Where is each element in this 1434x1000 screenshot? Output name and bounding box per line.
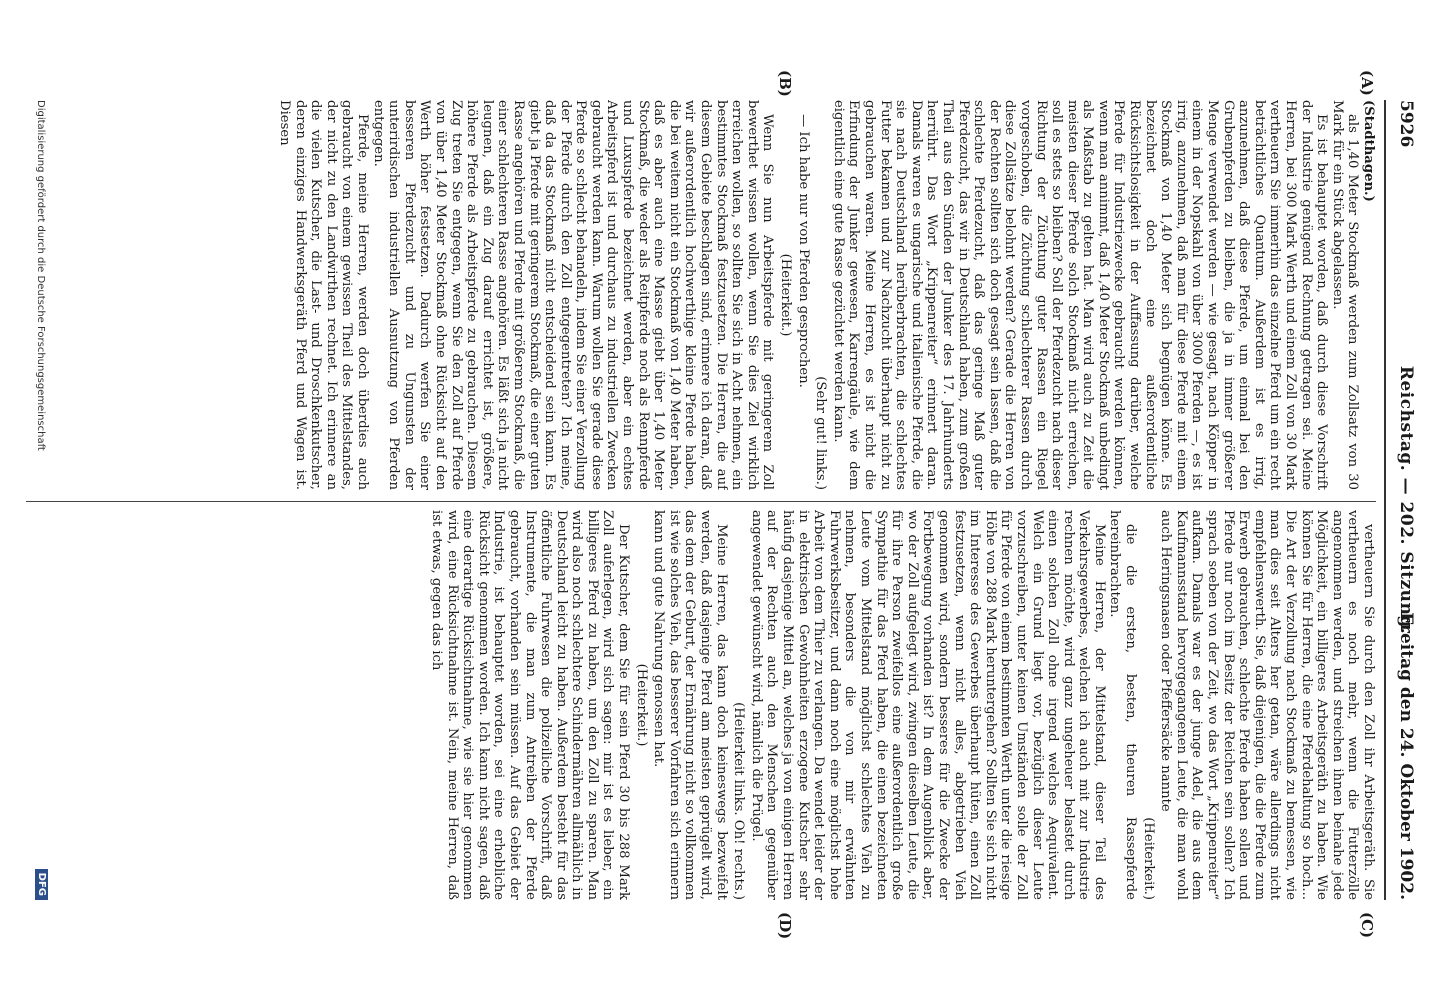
right-column: [16, 510, 1376, 900]
paragraph: — Ich habe nur von Pferden gesprochen.: [795, 114, 811, 388]
paragraph: als 1,40 Meter Stockmaß werden zum Zollsatz von 30 Mark für ein Stück abgelassen.: [1329, 100, 1361, 490]
margin-letter-d: (D): [776, 912, 794, 940]
column-divider: [26, 501, 1376, 502]
speaker-name: (Stadthagen.): [1361, 100, 1376, 202]
stage-direction: (Heiterkeit links. Oh! rechts.): [731, 702, 747, 900]
running-head: [1390, 100, 1416, 900]
dfg-logo: DFG: [35, 869, 48, 900]
margin-letter-a: (A): [1358, 70, 1376, 96]
paragraph: Wenn Sie nun Arbeitspferde mit geringerem Zoll bewerthet wissen wollen, wenn Sie dies Ziel wirklich erreichen wollen, so sollten Sie sich in Acht nehmen, ein bestimmtes Stockmaß festzusetzen. Die Herren, die auf diesem Gebiete beschlagen sind, erinnere ich daran, daß wir außerordentlich hochwerthige kleine Pferde haben, die bei weitem nicht ein Stockmaß von 1,40 Meter haben, daß es aber auch eine Masse giebt über 1,40 Meter Stockmaß, die weder als Reitpferde noch als Rennpferde und Luxuspferde bezeichnet werden, aber ein echtes Arbeitspferd ist und durchaus zu industriellen Zwecken gebraucht werden kann. Warum wollen Sie gerade diese Pferde so schlecht behandeln, indem Sie einer Verzollung der Pferde durch den Zoll entgegentreten? Ich meine, daß da das Stockmaß nicht entscheidend sein kann. Es giebt ja Pferde mit geringerem Stockmaß, die einer guten Rasse angehören und Pferde mit größerem Stockmaß, die einer schlechteren Rasse angehören. Es läßt sich ja nicht leugnen, daß ein Zug darauf errichtet ist, größere, höhere Pferde als Arbeitspferde zu gebrauchen. Diesem Zug treten Sie entgegen, wenn Sie den Zoll auf Pferde von über 1,40 Meter Stockmaß ohne Rücksicht auf den Werth höher festsetzen. Dadurch werfen Sie einer besseren Pferdezucht und zu Ungunsten der unterirdischen industriellen Ausnutzung von Pferden entgegen.: [370, 100, 776, 490]
paragraph: Es ist behauptet worden, daß durch diese Vorschrift der Industrie genügend Rechnung getragen sei. Meine Herren, bei 300 Mark Werth und einem Zoll von 30 Mark vertheuern Sie immerhin das einzelne Pferd um ein recht beträchtliches Quantum. Außerdem ist es irrig, anzunehmen, daß diese Pferde, um einmal bei den Grubenpferden zu bleiben, die ja in immer größerer Menge verwendet werden — wie gesagt, nach Köpper in einem in der Nopskahl von über 3000 Pferden —, es ist irrig, anzunehmen, daß man für diese Pferde mit einem Stockmaß von 1,40 Meter sich begnügen könne. Es bezeichnet doch eine außerordentliche Rücksichtslosigkeit in der Auffassung darüber, welche Pferde für Industriezwecke gebraucht werden können, wenn man annimmt, daß 1,40 Meter Stockmaß unbedingt als Maßstab zu gelten hat. Man wird auch zu Zeit die meisten dieser Pferde solch Stockmaß nicht erreichen, soll es stets so bleiben? Soll der Pferdezucht nach dieser Richtung der Züchtung guter Rassen ein Riegel vorgeschoben, die Züchtung schlechterer Rassen durch diese Zollsätze belohnt werden? Gerade die Herren von der Rechten sollten sich doch gesagt sein lassen, daß die schlechte Pferdezucht, daß das geringe Maß guter Pferdezucht, das wir in Deutschland haben, zum großen Theil aus den Sünden der Junker des 17. Jahrhunderts herrührt. Das Wort „Krippenreiter“ erinnert daran. Damals waren es ungarische und italienische Pferde, die sie nach Deutschland herüberbrachten, die schlechtes Futter bekamen und zur Nachzucht überhaupt nicht zu gebrauchen waren. Meine Herren, es ist nicht die Erfindung der Junker gewesen, Karrengäule, wie dem eigentlich eine gute Rasse gezüchtet werden kann.: [830, 100, 1330, 490]
stage-direction: (Sehr gut! links.): [813, 376, 829, 490]
margin-letter-b: (B): [776, 70, 794, 97]
paragraph: vertheuern Sie durch den Zoll ihr Arbeitsgeräth. Sie vertheuern es noch mehr, wenn die Futterzölle angenommen werden, und streichen ihnen beinahe jede Möglichkeit, ein billigeres Arbeitsgeräth zu haben. Wie können Sie für Herren, die eine Pferdehaltung so hoch... Die Art der Verzollung nach Stockmaß zu bemessen, wie man dies seit Alters her getan, wäre allerdings nicht empfehlenswerth. Sie, daß diejenigen, die die Pferde zum Erwerb gebrauchen, schlechte Pferde haben sollen und Pferde nur noch im Besitz der Reichen sein sollen? Ich sprach soeben von der Zeit, wo das Wort „Krippenreiter“ aufkam. Damals war es der junge Adel, die aus dem Kaufmannsstand hervorgegangenen Leute, die man wohl auch Heringsnasen oder Pfeffersäcke nannte: [1158, 510, 1376, 900]
stage-direction: (Heiterkeit.): [778, 253, 794, 337]
paragraph: Meine Herren, der Mittelstand, dieser Teil des Verkehrsgewerbes, welchen ich auch mit zur Industrie rechnen möchte, wird ganz ungeheuer belastet durch einen solchen Zoll ohne irgend welches Aequivalent. Welch ein Grund liegt vor, bezüglich dieser Leute vorzuschreiben, unter keinen Umständen solle der Zoll für Pferde von einem bestimmten Werth unter die riesige Höhe von 288 Mark heruntergehen? Sollten Sie sich nicht im Interesse des Gewerbes überhaupt hüten, einen Zoll festzusetzen, wenn nicht alles, abgetrieben Vieh genommen wird, sondern besseres für die Zwecke der Fortbewegung vorhanden ist? In dem Augenblick aber, wo der Zoll aufgelegt wird, zwingen dieselben Leute, die für ihre Person zweifellos eine außerordentlich große Sympathie für das Pferd haben, die einen bezeichneten Leute vom Mittelstand möglichst schlechtes Vieh zu nehmen, besonders die von mir erwähnten Fuhrwerksbesitzer, und dann noch eine möglichst hohe Arbeit von dem Thier zu verlangen. Da wendet leider der in elektrischen Gewohnheiten erzogene Kutscher sehr häufig dasjenige Mittel an, welches ja von einigen Herren auf der Rechten auch den Menschen gegenüber angewendet gewünscht wird, nämlich die Prügel.: [748, 510, 1107, 900]
paragraph: Meine Herren, das kann doch keineswegs bezweifelt werden, daß dasjenige Pferd am meisten geprügelt wird, das dem der Geburt, der Ernährung nicht so vollkommen ist wie solches Vieh, das besserer Vorfahren sich erinnern kann und gute Nahrung genossen hat.: [651, 510, 729, 900]
running-head-date: Freitag den 24. Oktober 1902.: [1396, 612, 1416, 900]
left-column: [16, 100, 1376, 490]
paragraph: Pferde, meine Herren, werden doch überdies auch gebraucht von einem gewissen Theil des Mittelstandes, der nicht zu den Landwirthen rechnet. Ich erinnere an die vielen Kutscher, die Last- und Droschkenkutscher, deren einziges Handwerksgeräth Pferd und Wagen ist. Diesen: [277, 100, 370, 490]
running-head-title: Reichstag. — 202. Sitzung.: [1396, 365, 1416, 635]
stage-direction: (Heiterkeit.): [633, 663, 649, 747]
margin-letter-c: (C): [1358, 912, 1376, 939]
header-rule: [1384, 100, 1386, 900]
paragraph: die die ersten, besten, theuren Rassepferde hereinbrachten.: [1107, 510, 1139, 900]
digitization-note: Digitalisierung gefördert durch die Deutsche Forschungsgemeinschaft: [35, 100, 46, 451]
page-number: 5926: [1396, 100, 1416, 148]
footer: [16, 100, 46, 900]
stage-direction: (Heiterkeit.): [1140, 817, 1156, 900]
paragraph: Der Kutscher, dem Sie für sein Pferd 30 bis 288 Mark Zoll auferlegen, wird sich sagen: mir ist es lieber, ein billigeres Pferd zu haben, um den Zoll zu sparen. Man wird also noch schlechtere Schindermähren allmählich in Deutschland leicht zu haben. Außerdem besteht für das öffentliche Fuhrwesen die polizeiliche Vorschrift, daß Instrumente, die man zum Antreiben der Pferde gebraucht, vorhanden sein müssen. Auf das Gebiet der Industrie, ist behauptet worden, sei eine erhebliche Rücksicht genommen worden. Ich kann nicht sagen, daß eine derartige Rücksichtnahme, wie sie hier genommen wird, eine Rücksichtnahme ist. Nein, meine Herren, daß ist etwas, gegen das ich: [428, 510, 632, 900]
